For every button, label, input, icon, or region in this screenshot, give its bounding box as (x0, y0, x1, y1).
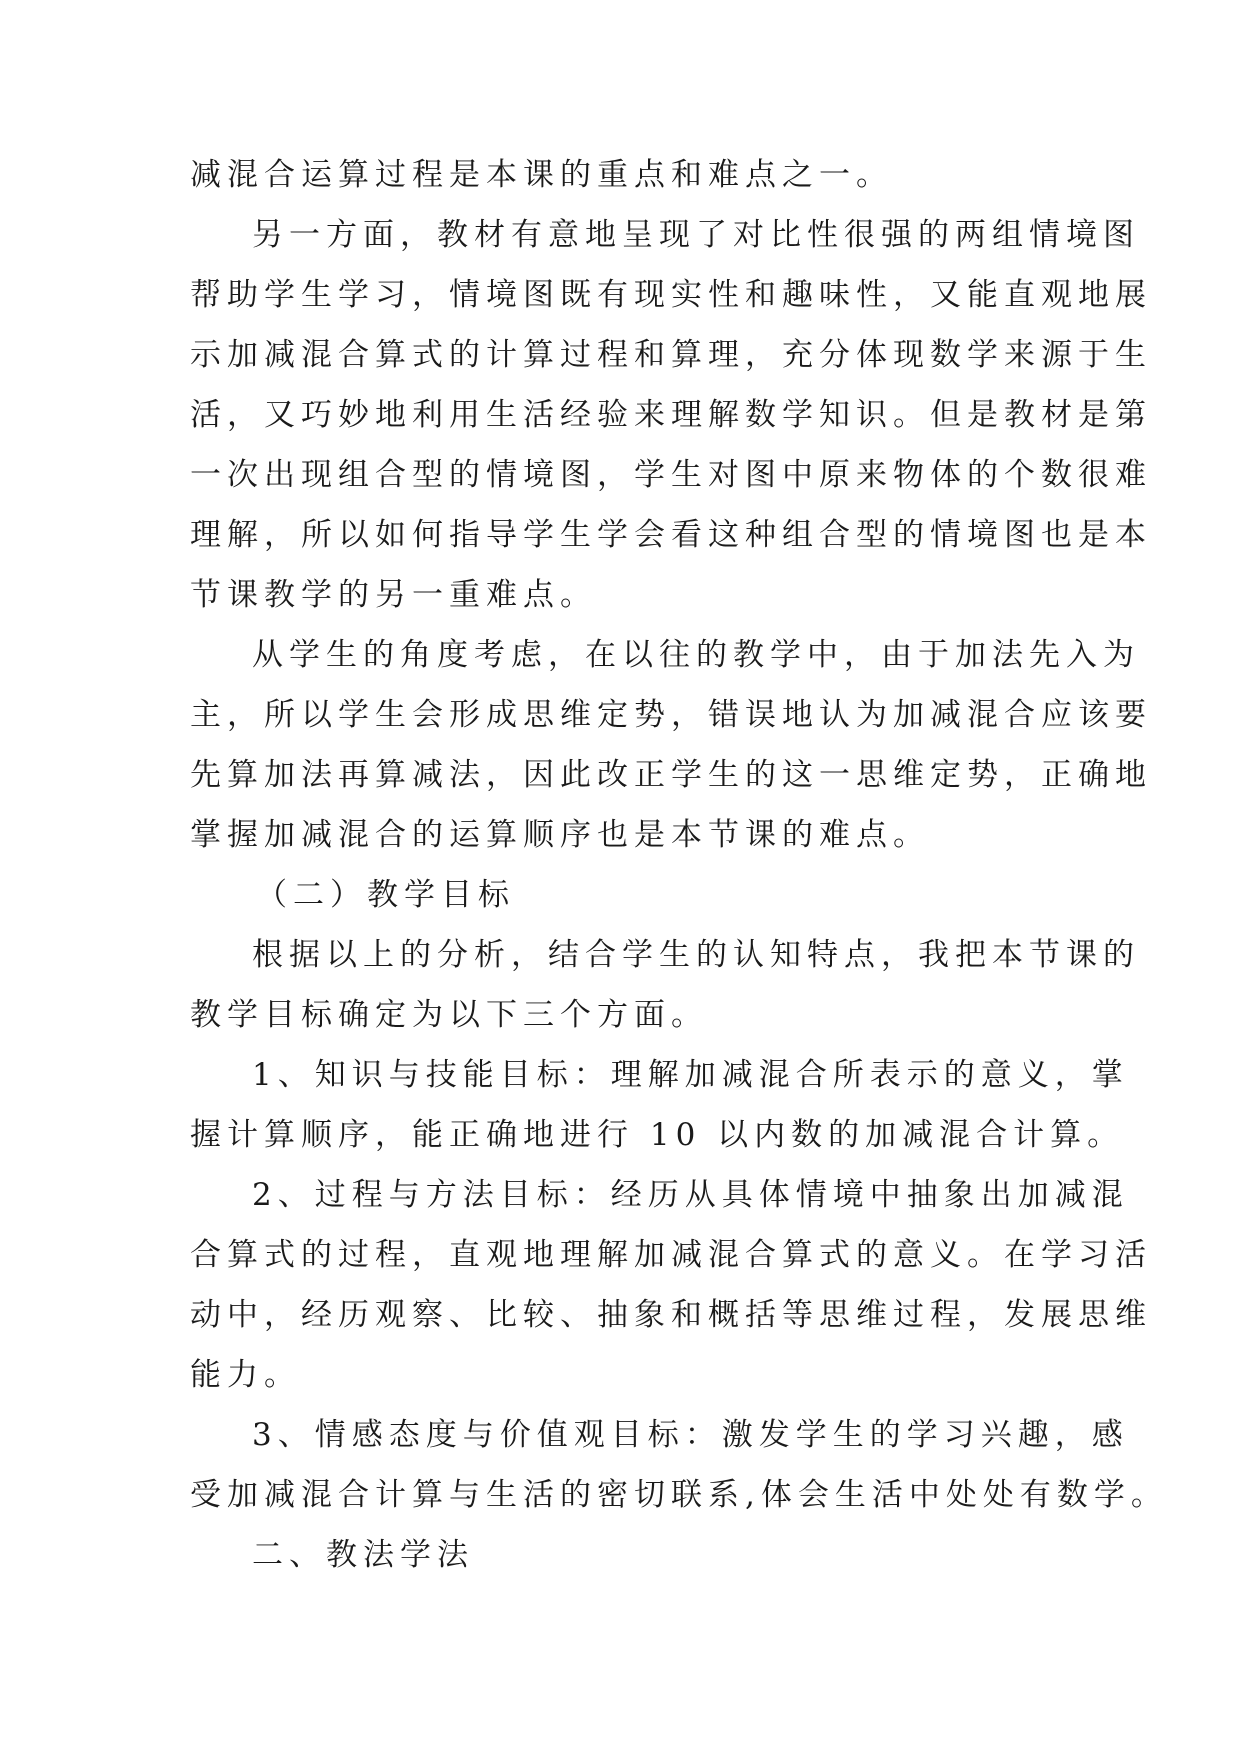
list-item-start: 2、过程与方法目标：经历从具体情境中抽象出加减混 (252, 1177, 1129, 1213)
paragraph-start: 另一方面，教材有意地呈现了对比性很强的两组情境图 (252, 217, 1140, 253)
text-line: 合算式的过程，直观地理解加减混合算式的意义。在学习活 (190, 1237, 1152, 1273)
text-line: 主，所以学生会形成思维定势，错误地认为加减混合应该要 (190, 697, 1152, 733)
text-line: 动中，经历观察、比较、抽象和概括等思维过程，发展思维 (190, 1297, 1152, 1333)
list-item-start: 3、情感态度与价值观目标：激发学生的学习兴趣，感 (252, 1417, 1129, 1453)
text-line: 减混合运算过程是本课的重点和难点之一。 (190, 157, 893, 193)
text-line: 示加减混合算式的计算过程和算理，充分体现数学来源于生 (190, 337, 1152, 373)
text-line: 理解，所以如何指导学生学会看这种组合型的情境图也是本 (190, 517, 1152, 553)
text-line: 先算加法再算减法，因此改正学生的这一思维定势，正确地 (190, 757, 1152, 793)
list-item-start: 1、知识与技能目标：理解加减混合所表示的意义，掌 (252, 1057, 1129, 1093)
text-line: 节课教学的另一重难点。 (190, 577, 597, 613)
paragraph-start: 根据以上的分析，结合学生的认知特点，我把本节课的 (252, 937, 1140, 973)
text-line: 帮助学生学习，情境图既有现实性和趣味性，又能直观地展 (190, 277, 1152, 313)
document-body (190, 145, 1168, 1585)
section-heading: （二）教学目标 (256, 877, 515, 913)
text-line: 一次出现组合型的情境图，学生对图中原来物体的个数很难 (190, 457, 1152, 493)
text-line: 活，又巧妙地利用生活经验来理解数学知识。但是教材是第 (190, 397, 1152, 433)
paragraph-start: 从学生的角度考虑，在以往的教学中，由于加法先入为 (252, 637, 1140, 673)
text-line: 能力。 (190, 1357, 301, 1393)
section-heading: 二、教法学法 (252, 1537, 474, 1573)
text-line: 教学目标确定为以下三个方面。 (190, 997, 708, 1033)
text-line: 握计算顺序，能正确地进行 10 以内数的加减混合计算。 (190, 1117, 1125, 1153)
text-line: 掌握加减混合的运算顺序也是本节课的难点。 (190, 817, 930, 853)
text-line: 受加减混合计算与生活的密切联系,体会生活中处处有数学。 (190, 1477, 1168, 1513)
